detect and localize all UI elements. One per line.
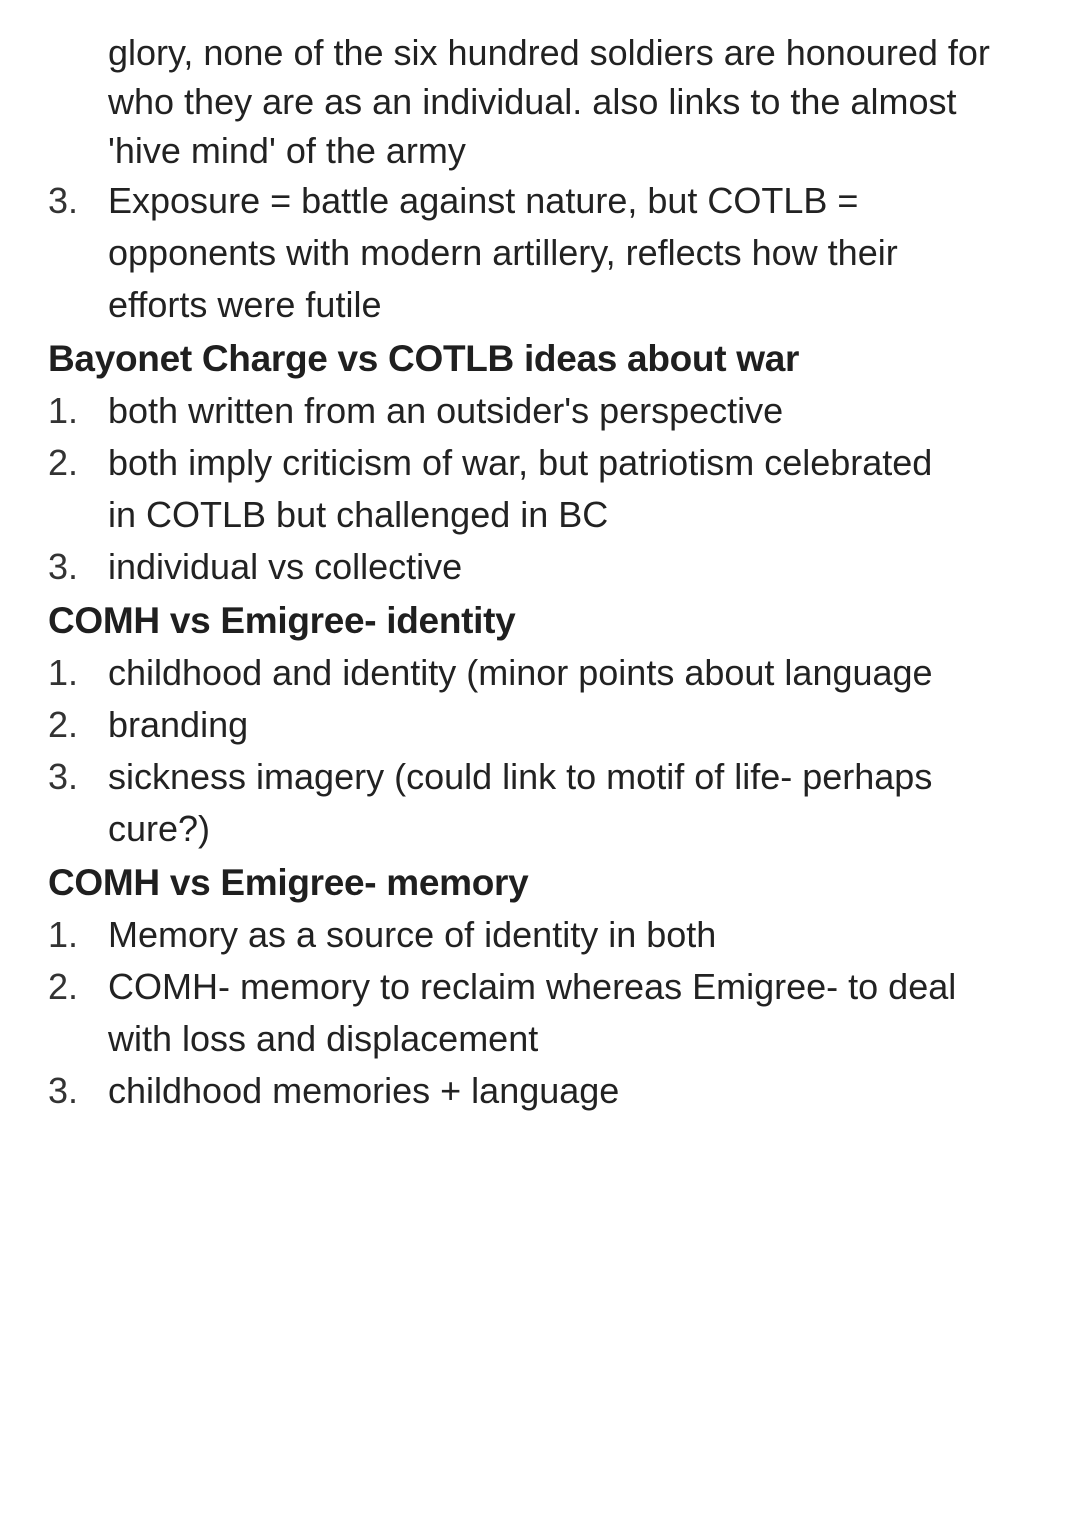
text-line: opponents with modern artillery, reflects how their (108, 232, 898, 273)
text-line: efforts were futile (108, 284, 382, 325)
text-line: both written from an outsider's perspective (108, 390, 784, 431)
list-item (48, 175, 1038, 331)
section-heading: COMH vs Emigree- memory (48, 862, 529, 903)
notes-content (48, 28, 1038, 1117)
text-line: branding (108, 704, 249, 745)
list-item (48, 647, 1038, 699)
text-line: who they are as an individual. also links to the almost (108, 81, 957, 122)
text-line: COMH- memory to reclaim whereas Emigree- to deal (108, 966, 957, 1007)
item-number: 1. (48, 652, 79, 693)
text-line: 'hive mind' of the army (108, 130, 466, 171)
item-text (108, 175, 1038, 331)
list-item (48, 385, 1038, 437)
item-number: 1. (48, 914, 79, 955)
list-item (48, 699, 1038, 751)
item-text (108, 1065, 1038, 1117)
list-item (48, 437, 1038, 541)
text-line: with loss and displacement (108, 1018, 539, 1059)
list-item (48, 961, 1038, 1065)
item-text (108, 541, 1038, 593)
item-text (108, 751, 1038, 855)
text-line: Exposure = battle against nature, but COTLB = (108, 180, 859, 221)
text-line: sickness imagery (could link to motif of life- perhaps (108, 756, 933, 797)
text-line: individual vs collective (108, 546, 463, 587)
item-text (108, 699, 1038, 751)
item-text (108, 647, 1038, 699)
section-heading: COMH vs Emigree- identity (48, 600, 516, 641)
item-number: 3. (48, 546, 79, 587)
item-number: 2. (48, 442, 79, 483)
text-line: glory, none of the six hundred soldiers are honoured for (108, 32, 990, 73)
text-line: Memory as a source of identity in both (108, 914, 717, 955)
item-number: 3. (48, 756, 79, 797)
list-item (48, 541, 1038, 593)
item-number: 3. (48, 180, 79, 221)
item-number: 3. (48, 1070, 79, 1111)
list-item (48, 909, 1038, 961)
section-heading: Bayonet Charge vs COTLB ideas about war (48, 338, 800, 379)
list-item (48, 1065, 1038, 1117)
text-line: cure?) (108, 808, 211, 849)
text-line: childhood and identity (minor points about language (108, 652, 933, 693)
list-item (48, 751, 1038, 855)
item-text (108, 909, 1038, 961)
continued-paragraph (108, 28, 1038, 175)
item-text (108, 385, 1038, 437)
item-number: 2. (48, 966, 79, 1007)
item-number: 1. (48, 390, 79, 431)
text-line: in COTLB but challenged in BC (108, 494, 609, 535)
item-number: 2. (48, 704, 79, 745)
text-line: childhood memories + language (108, 1070, 620, 1111)
item-text (108, 437, 1038, 541)
text-line: both imply criticism of war, but patriotism celebrated (108, 442, 933, 483)
item-text (108, 961, 1038, 1065)
